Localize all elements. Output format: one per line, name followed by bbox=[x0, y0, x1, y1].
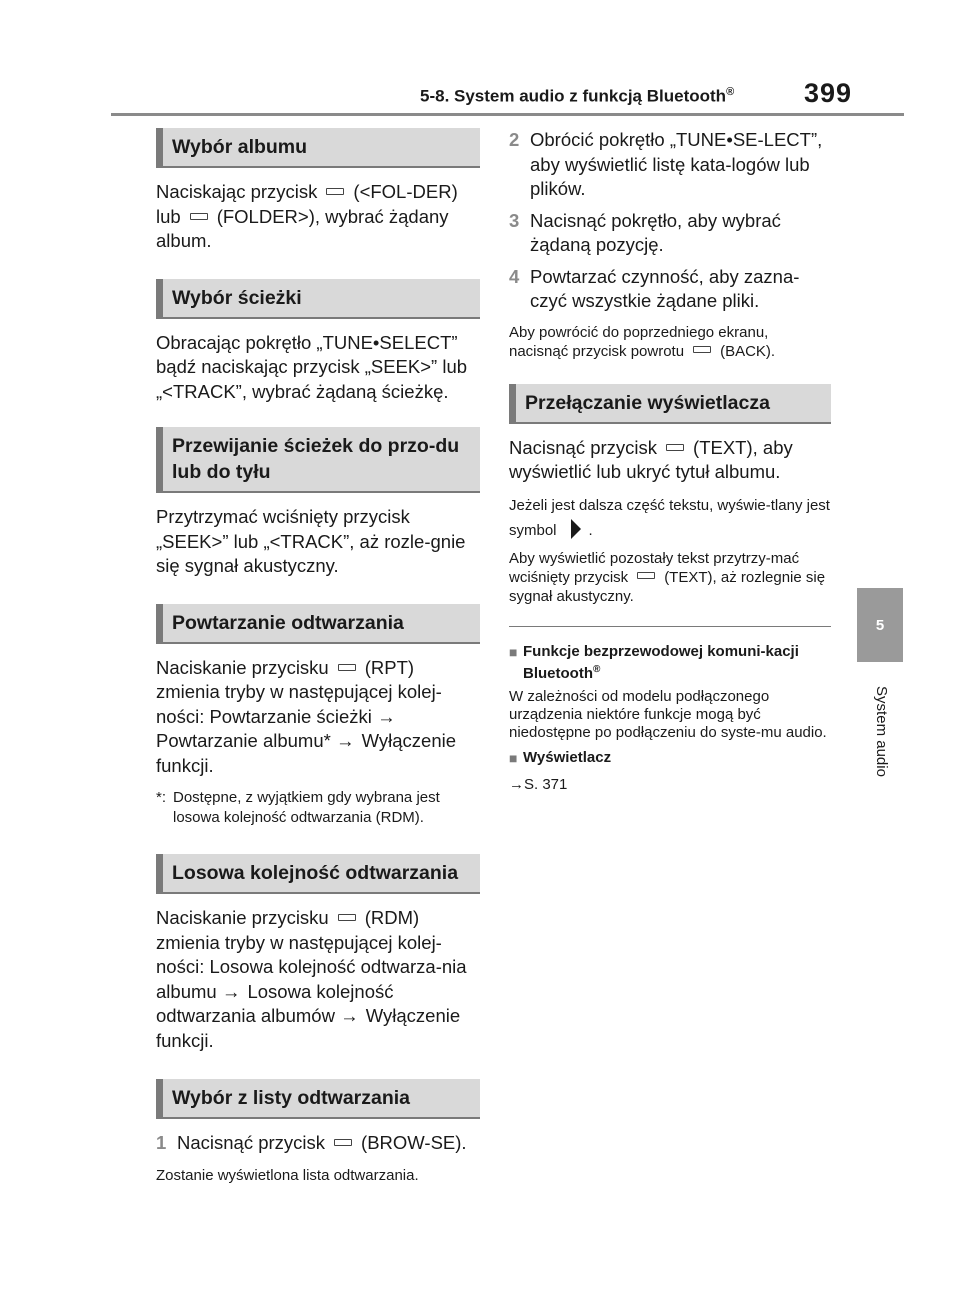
left-column bbox=[156, 128, 480, 1185]
chapter-tab: 5 bbox=[857, 588, 903, 662]
display-note-2-text-2: (TEXT), aż rozlegnie się sygnał akustyczny. bbox=[509, 568, 826, 605]
right-column bbox=[509, 128, 831, 794]
album-text-1: Naciskając przycisk bbox=[156, 181, 318, 202]
arrow-icon: → bbox=[335, 730, 355, 751]
display-paragraph bbox=[509, 436, 831, 485]
section-heading-random: Losowa kolejność odtwarzania bbox=[156, 854, 480, 894]
note-heading-bluetooth bbox=[509, 643, 831, 683]
registered-mark: ® bbox=[592, 663, 601, 675]
folder-next-button-icon bbox=[190, 213, 208, 220]
chapter-label-text: System audio bbox=[872, 685, 890, 777]
step-text: Powtarzać czynność, aby zazna-czyć wszystkie żądane pliki. bbox=[530, 265, 800, 311]
step-text: Obrócić pokrętło „TUNE•SE-LECT”, aby wyświetlić listę kata-logów lub plików. bbox=[530, 129, 823, 199]
browse-button-icon bbox=[334, 1139, 352, 1146]
display-note-1 bbox=[509, 493, 831, 543]
step-number: 4 bbox=[509, 265, 520, 287]
header-rule bbox=[111, 113, 904, 116]
footnote-marker: *: bbox=[156, 789, 167, 806]
random-text-2: (RDM) zmienia tryby w następującej kolej-ności: Losowa kolejność odtwarza-nia albumu bbox=[156, 907, 467, 1002]
display-note-1-text: Jeżeli jest dalsza część tekstu, wyświe-tlany jest symbol bbox=[509, 496, 830, 539]
note-heading-display bbox=[509, 749, 831, 767]
arrow-icon: → bbox=[377, 705, 396, 727]
display-note-2 bbox=[509, 549, 831, 606]
playlist-step-2 bbox=[509, 128, 831, 202]
running-header bbox=[420, 86, 734, 107]
repeat-text-3: Powtarzanie albumu* bbox=[156, 730, 331, 751]
display-text-1: Nacisnąć przycisk bbox=[509, 436, 658, 458]
bullet-square-icon: ■ bbox=[509, 643, 518, 660]
notes-divider bbox=[509, 626, 831, 627]
text-button-icon bbox=[637, 572, 655, 579]
section-heading-repeat: Powtarzanie odtwarzania bbox=[156, 604, 480, 644]
display-text-2: (TEXT), aby wyświetlić lub ukryć tytuł albumu. bbox=[509, 436, 793, 482]
bluetooth-heading: Funkcje bezprzewodowej komuni-kacji Bluetooth bbox=[523, 642, 799, 682]
random-text-3: Losowa kolejność odtwarzania albumów bbox=[156, 980, 394, 1026]
album-text-2: (<FOL-DER) lub bbox=[156, 181, 458, 227]
random-text-1: Naciskanie przycisku bbox=[156, 907, 329, 928]
rpt-button-icon bbox=[338, 664, 356, 671]
page-reference-text: S. 371 bbox=[524, 775, 568, 793]
album-paragraph bbox=[156, 180, 480, 254]
display-heading: Wyświetlacz bbox=[523, 748, 612, 766]
fast-forward-paragraph: Przytrzymać wciśnięty przycisk „SEEK>” lub „<TRACK”, aż rozle-gnie się sygnał akustyczny. bbox=[156, 506, 466, 576]
repeat-text-2: (RPT) zmienia tryby w następującej kolej-ności: Powtarzanie ścieżki bbox=[156, 656, 442, 727]
section-heading-playlist: Wybór z listy odtwarzania bbox=[156, 1079, 480, 1119]
page-reference[interactable] bbox=[509, 775, 831, 794]
chapter-label bbox=[836, 676, 926, 786]
note-heading-text bbox=[523, 643, 831, 683]
playlist-note: Zostanie wyświetlona lista odtwarzania. bbox=[156, 1166, 419, 1184]
playlist-step-1 bbox=[156, 1131, 480, 1156]
more-text-symbol-icon bbox=[571, 519, 581, 539]
back-note-text-1: Aby powrócić do poprzedniego ekranu, nacisnąć przycisk powrotu bbox=[509, 323, 769, 360]
section-heading-track: Wybór ścieżki bbox=[156, 279, 480, 319]
step1-text-1: Nacisnąć przycisk bbox=[177, 1132, 326, 1153]
arrow-icon: → bbox=[340, 1005, 359, 1026]
section-heading-display: Przełączanie wyświetlacza bbox=[509, 384, 831, 424]
step-text: Nacisnąć pokrętło, aby wybrać żądaną pozycję. bbox=[530, 209, 781, 255]
playlist-step-4 bbox=[509, 265, 831, 314]
back-note bbox=[509, 323, 831, 361]
repeat-paragraph bbox=[156, 656, 480, 779]
repeat-text-1: Naciskanie przycisku bbox=[156, 656, 329, 678]
back-button-icon bbox=[693, 346, 711, 353]
playlist-step-3 bbox=[509, 209, 831, 258]
page-number: 399 bbox=[804, 78, 853, 108]
step-number: 1 bbox=[156, 1132, 167, 1153]
album-text-3: (FOLDER>), wybrać żądany album. bbox=[156, 205, 449, 251]
registered-mark: ® bbox=[726, 86, 735, 98]
display-note-2-text-1: Aby wyświetlić pozostały tekst przytrzy-mać wciśnięty przycisk bbox=[509, 549, 800, 586]
display-note-1-end: . bbox=[588, 521, 593, 539]
running-header-text: 5-8. System audio z funkcją Bluetooth bbox=[420, 86, 727, 106]
step-text bbox=[177, 1131, 480, 1156]
repeat-text-4: Wyłączenie funkcji. bbox=[156, 730, 457, 776]
arrow-icon: → bbox=[221, 980, 241, 1002]
back-note-text-2: (BACK). bbox=[720, 342, 776, 360]
footnote-text: Dostępne, z wyjątkiem gdy wybrana jest losowa kolejność odtwarzania (RDM). bbox=[173, 789, 440, 826]
folder-prev-button-icon bbox=[326, 188, 344, 195]
bluetooth-note-body: W zależności od modelu podłączonego urządzenia niektóre funkcje mogą być niedostępne po podłączeniu do syste-mu audio. bbox=[509, 687, 827, 741]
text-button-icon bbox=[666, 444, 684, 451]
bullet-square-icon: ■ bbox=[509, 749, 518, 766]
step-number: 3 bbox=[509, 209, 520, 231]
section-heading-album: Wybór albumu bbox=[156, 128, 480, 168]
reference-arrow-icon: → bbox=[509, 775, 524, 793]
step-number: 2 bbox=[509, 129, 520, 150]
section-heading-fast-forward: Przewijanie ścieżek do przo-du lub do tyłu bbox=[156, 427, 480, 493]
track-paragraph: Obracając pokrętło „TUNE•SELECT” bądź naciskając przycisk „SEEK>” lub „<TRACK”, wybrać żądaną ścieżkę. bbox=[156, 331, 468, 402]
rdm-button-icon bbox=[338, 914, 356, 921]
repeat-footnote bbox=[156, 788, 480, 828]
step1-text-2: (BROW-SE). bbox=[361, 1132, 467, 1153]
random-text-4: Wyłączenie funkcji. bbox=[156, 1005, 461, 1051]
random-paragraph bbox=[156, 906, 480, 1053]
